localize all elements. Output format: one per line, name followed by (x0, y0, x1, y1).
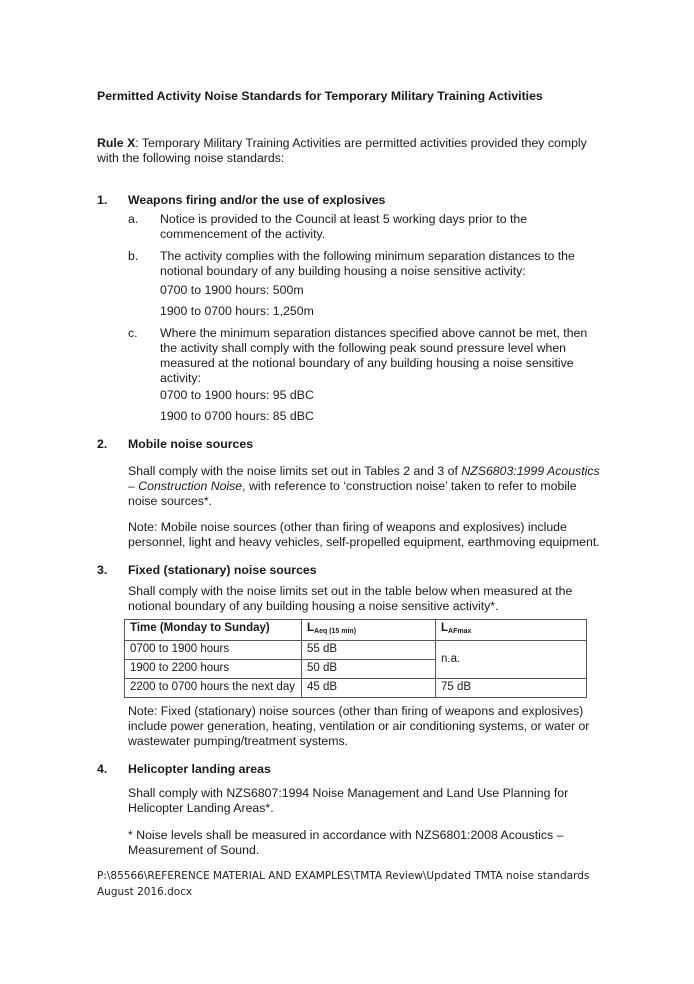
item-1b-text: The activity complies with the following minimum separation distances to the notional boundary of any building housing a noise sensitive activity: (160, 249, 575, 278)
standard-reference: NZS6803:1999 Acoustics – Construction Noise (128, 464, 600, 493)
cell-lafmax-merged: n.a. (436, 641, 587, 679)
item-1c-line-2: 1900 to 0700 hours: 85 dBC (160, 409, 314, 423)
section-4-title: Helicopter landing areas (128, 762, 271, 776)
cell-time: 2200 to 0700 hours the next day (125, 679, 302, 698)
section-3-note: Note: Fixed (stationary) noise sources (other than firing of weapons and explosives) include power generation, heating, ventilation or air conditioning systems, or water or wastewater pumping/treatment systems. (128, 704, 590, 748)
rule-paragraph (97, 136, 607, 166)
rule-label: Rule X (97, 136, 136, 150)
cell-laeq: 55 dB (302, 641, 436, 660)
table-header-row (125, 620, 587, 641)
rule-text: : Temporary Military Training Activities are permitted activities provided they comply with the following noise standards: (97, 136, 587, 165)
section-2-note: Note: Mobile noise sources (other than firing of weapons and explosives) include personnel, light and heavy vehicles, self-propelled equipment, earthmoving equipment. (128, 520, 600, 549)
header-time: Time (Monday to Sunday) (125, 620, 302, 641)
section-2-paragraph: Shall comply with the noise limits set out in Tables 2 and 3 of NZS6803:1999 Acoustics – Construction Noise, with reference to ‘construction noise’ taken to refer to mobile noise sources*. (128, 464, 600, 508)
measurement-footnote: * Noise levels shall be measured in accordance with NZS6801:2008 Acoustics – Measurement of Sound. (128, 828, 564, 857)
section-1-number: 1. (97, 193, 108, 207)
section-4-number: 4. (97, 762, 108, 776)
table-row (125, 641, 587, 660)
table-row (125, 679, 587, 698)
item-1a-text: Notice is provided to the Council at least 5 working days prior to the commencement of the activity. (160, 212, 528, 241)
section-3-title: Fixed (stationary) noise sources (128, 563, 317, 577)
document-title: Permitted Activity Noise Standards for Temporary Military Training Activities (97, 89, 543, 103)
item-1b-letter: b. (128, 249, 139, 263)
header-laeq: $L_{Aeq (15 min)}$ (302, 620, 436, 641)
section-2-number: 2. (97, 437, 108, 451)
file-path-footer: P:\85566\REFERENCE MATERIAL AND EXAMPLES\TMTA Review\Updated TMTA noise standards August 2016.docx (97, 870, 590, 898)
noise-limits-table (124, 619, 587, 698)
section-1-title: Weapons firing and/or the use of explosives (128, 193, 386, 207)
cell-laeq: 50 dB (302, 660, 436, 679)
section-2-title: Mobile noise sources (128, 437, 254, 451)
item-1a-letter: a. (128, 212, 139, 226)
cell-time: 0700 to 1900 hours (125, 641, 302, 660)
item-1c-line-1: 0700 to 1900 hours: 95 dBC (160, 388, 314, 402)
item-1b-line-2: 1900 to 0700 hours: 1,250m (160, 304, 314, 318)
section-3-number: 3. (97, 563, 108, 577)
item-1c-text: Where the minimum separation distances specified above cannot be met, then the activity shall comply with the following peak sound pressure level when measured at the notional boundary of any building housing a noise sensitive activity: (160, 326, 588, 385)
cell-time: 1900 to 2200 hours (125, 660, 302, 679)
section-3-paragraph: Shall comply with the noise limits set out in the table below when measured at the notional boundary of any building housing a noise sensitive activity*. (128, 584, 573, 613)
header-lafmax: $L_{AFmax}$ (436, 620, 587, 641)
cell-laeq: 45 dB (302, 679, 436, 698)
cell-lafmax: 75 dB (436, 679, 587, 698)
item-1b-line-1: 0700 to 1900 hours: 500m (160, 283, 304, 297)
item-1c-letter: c. (128, 326, 138, 340)
section-4-paragraph: Shall comply with NZS6807:1994 Noise Management and Land Use Planning for Helicopter Landing Areas*. (128, 786, 569, 815)
